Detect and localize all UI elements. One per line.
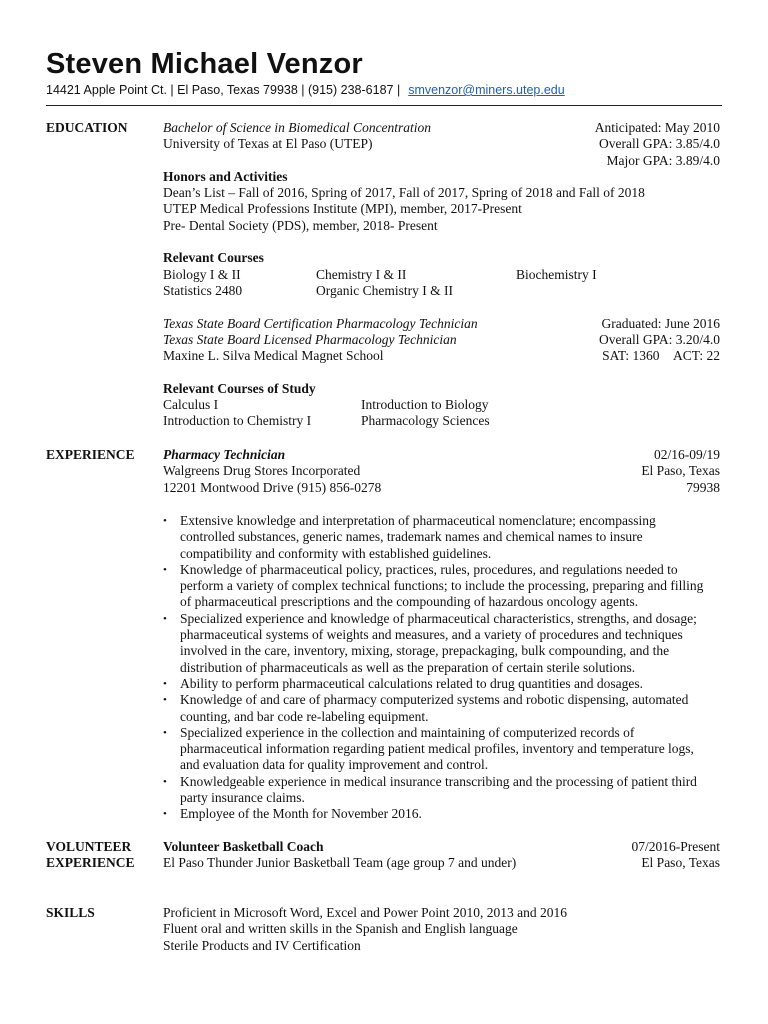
graduation-date: Graduated: June 2016 [601,315,720,331]
bullet-item: • Employee of the Month for November 2016. [163,806,708,822]
company-address: 12201 Montwood Drive (915) 856-0278 [163,479,382,495]
experience-section [163,447,720,512]
volunteer-city: El Paso, Texas [641,855,720,871]
study-heading: Relevant Courses of Study [163,380,316,396]
high-school: Maxine L. Silva Medical Magnet School [163,348,384,364]
volunteer-org: El Paso Thunder Junior Basketball Team (age group 7 and under) [163,855,517,871]
course-item: Biochemistry I [516,266,597,282]
major-gpa: Major GPA: 3.89/4.0 [606,152,720,168]
study-course: Pharmacology Sciences [361,413,490,429]
job-title: Pharmacy Technician [163,447,286,462]
contact-line [46,83,565,97]
bullet-item: • Knowledge of and care of pharmacy computerized systems and robotic dispensing, automated counting, and bar code re-labeling equipment. [163,692,708,725]
volunteer-dates: 07/2016-Present [631,839,720,854]
header-divider [46,105,722,106]
skills-label: SKILLS [46,905,95,920]
course-item: Organic Chemistry I & II [316,282,453,298]
volunteer-title: Volunteer Basketball Coach [163,839,324,854]
experience-label: EXPERIENCE [46,447,135,462]
test-scores [602,348,720,364]
volunteer-section [163,839,720,872]
skill-item: Sterile Products and IV Certification [163,937,361,953]
email-link[interactable]: smvenzor@miners.utep.edu [408,83,565,97]
bullet-item: • Knowledge of pharmaceutical policy, practices, rules, procedures, and regulations needed to perform a variety of complex technical functions; to include the processing, preparing and filling of pharmaceutical prescriptions and the compounding of hazardous oncology agents. [163,562,708,611]
bullet-item: • Extensive knowledge and interpretation of pharmaceutical nomenclature; encompassing controlled substances, generic names, trademark names and chemical names to insure compatibility and conformity with established guidelines. [163,513,708,562]
courses-heading: Relevant Courses [163,250,264,266]
license: Texas State Board Licensed Pharmacology Technician [163,331,457,347]
hs-gpa: Overall GPA: 3.20/4.0 [599,331,720,347]
volunteer-label-line2: EXPERIENCE [46,855,135,871]
experience-bullets [163,513,708,823]
job-zip: 79938 [686,479,720,495]
bullet-item: • Knowledgeable experience in medical insurance transcribing and the processing of patient third party insurance claims. [163,774,708,807]
education-label: EDUCATION [46,120,128,135]
volunteer-label [46,839,135,872]
honor-mpi: UTEP Medical Professions Institute (MPI), member, 2017-Present [163,201,522,217]
course-item: Chemistry I & II [316,266,407,282]
course-item: Statistics 2480 [163,282,243,298]
overall-gpa: Overall GPA: 3.85/4.0 [599,136,720,152]
company-name: Walgreens Drug Stores Incorporated [163,463,361,479]
degree: Bachelor of Science in Biomedical Concentration [163,120,432,135]
bullet-item: • Specialized experience in the collection and maintaining of computerized records of pharmaceutical information regarding patient medical profiles, inventory and temperature logs, and evaluation data for quality improvement and control. [163,725,708,774]
anticipated-date: Anticipated: May 2010 [594,120,720,135]
honors-heading: Honors and Activities [163,168,288,184]
course-item: Biology I & II [163,266,241,282]
volunteer-label-line1: VOLUNTEER [46,839,132,854]
act-score: ACT: 22 [673,348,720,364]
bullet-item: • Specialized experience and knowledge of pharmaceutical characteristics, strengths, and dosage; pharmaceutical systems of weights and measures, and a variety of procedures and techniques involved in the care, inventory, mixing, storage, prepackaging, bulk compounding, and the distribution of pharmaceuticals as well as the preparation of certain sterile solutions. [163,611,708,676]
study-course: Introduction to Chemistry I [163,413,312,429]
certification: Texas State Board Certification Pharmacology Technician [163,315,478,331]
study-course: Calculus I [163,397,219,413]
job-city: El Paso, Texas [641,463,720,479]
job-dates: 02/16-09/19 [654,447,720,462]
study-course: Introduction to Biology [361,397,489,413]
bullet-item: • Ability to perform pharmaceutical calculations related to drug quantities and dosages. [163,676,708,692]
contact-details: 14421 Apple Point Ct. | El Paso, Texas 79938 | (915) 238-6187 | [46,83,401,97]
skills-section [163,905,720,954]
honor-deans-list: Dean’s List – Fall of 2016, Spring of 2017, Fall of 2017, Spring of 2018 and Fall of 2018 [163,185,645,201]
university: University of Texas at El Paso (UTEP) [163,136,373,152]
candidate-name: Steven Michael Venzor [46,48,363,80]
sat-score: SAT: 1360 [602,348,660,364]
skill-item: Fluent oral and written skills in the Spanish and English language [163,921,518,937]
skill-item: Proficient in Microsoft Word, Excel and Power Point 2010, 2013 and 2016 [163,905,567,920]
education-section [163,120,720,430]
honor-pds: Pre- Dental Society (PDS), member, 2018- Present [163,217,438,233]
